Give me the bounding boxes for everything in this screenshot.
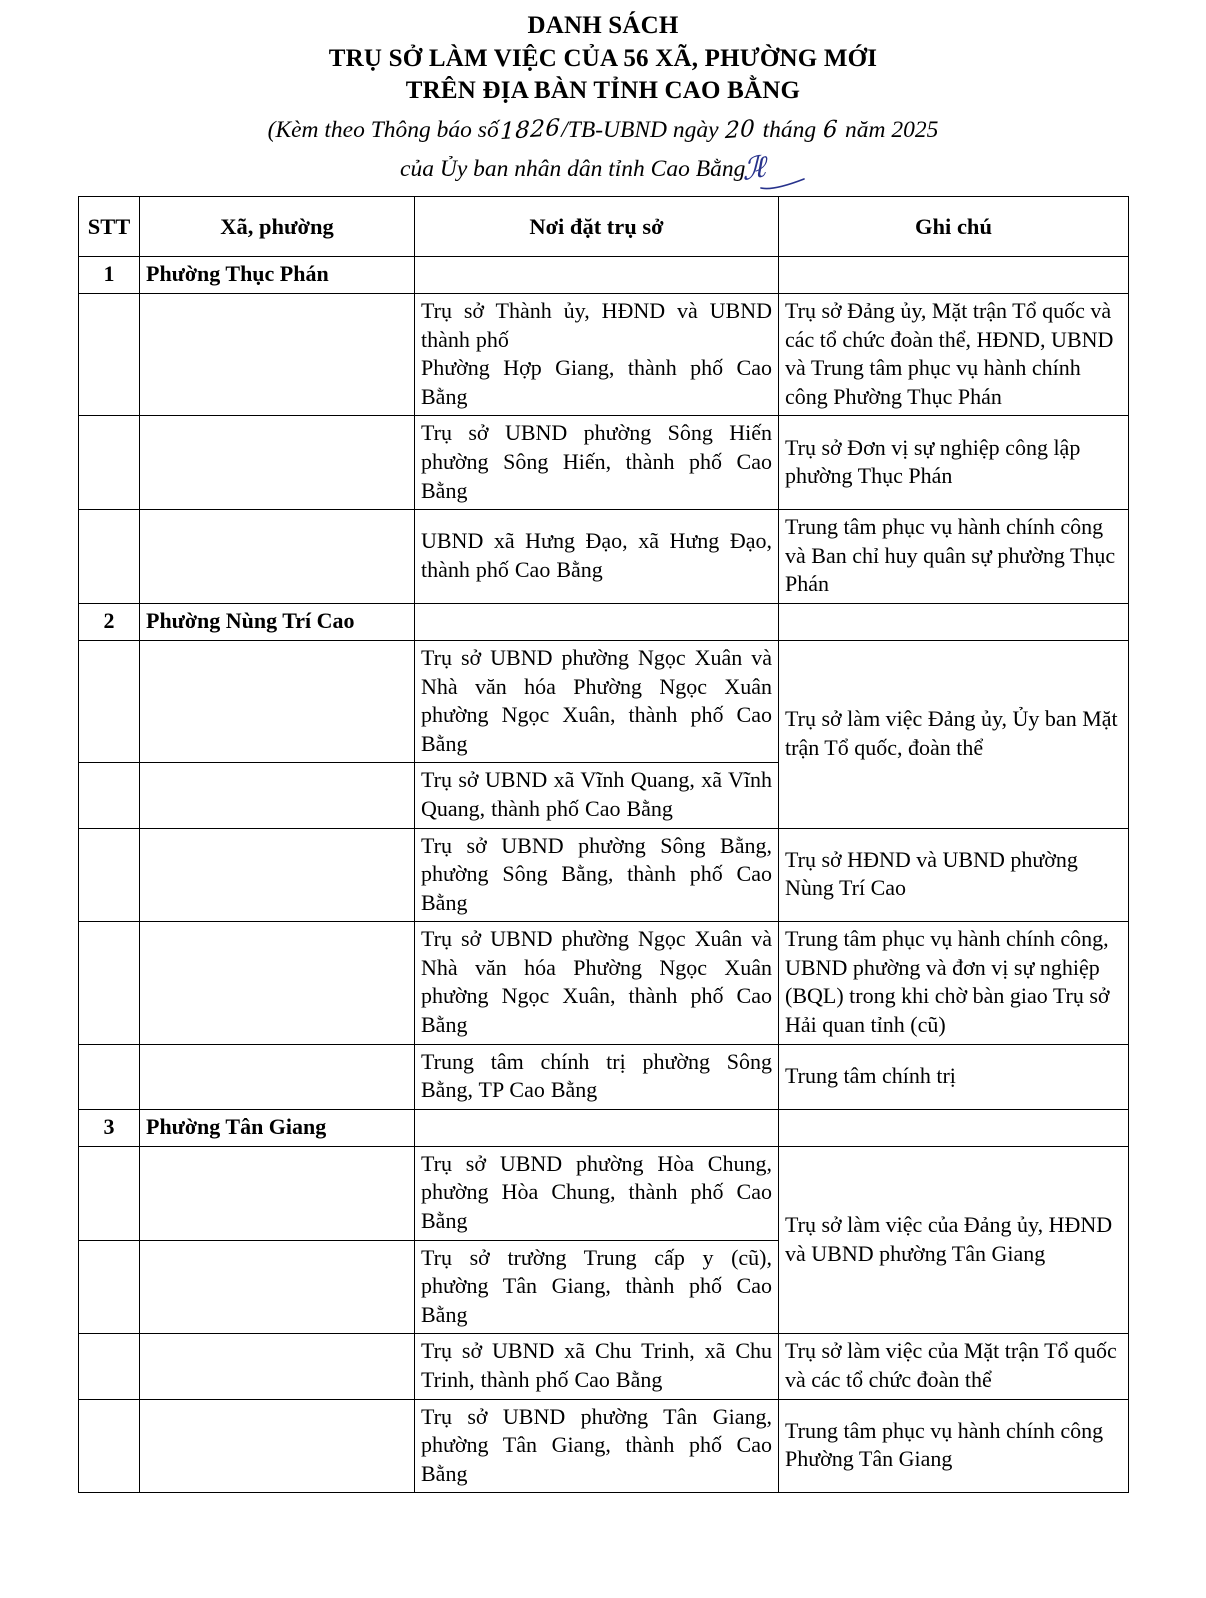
table-row bbox=[79, 1146, 1129, 1240]
facilities-table-wrapper bbox=[78, 196, 1128, 1493]
table-row bbox=[79, 640, 1129, 762]
row-stt-cell bbox=[79, 1146, 140, 1240]
handwritten-document-number: 1826 bbox=[499, 114, 561, 145]
row-location-cell: Trụ sở trường Trung cấp y (cũ), phường Tân Giang, thành phố Cao Bằng bbox=[415, 1240, 779, 1334]
column-header-ghi-chu: Ghi chú bbox=[779, 197, 1129, 257]
table-row bbox=[79, 922, 1129, 1044]
row-stt-cell bbox=[79, 1044, 140, 1109]
row-ward-cell bbox=[140, 1334, 415, 1399]
table-row bbox=[79, 416, 1129, 510]
row-ward-cell bbox=[140, 1240, 415, 1334]
row-location-cell: UBND xã Hưng Đạo, xã Hưng Đạo, thành phố Cao Bằng bbox=[415, 510, 779, 604]
subtitle-year: 2025 bbox=[891, 116, 939, 143]
row-note-cell: Trụ sở làm việc của Mặt trận Tổ quốc và các tổ chức đoàn thể bbox=[779, 1334, 1129, 1399]
row-location-cell: Trụ sở UBND xã Vĩnh Quang, xã Vĩnh Quang, thành phố Cao Bằng bbox=[415, 763, 779, 828]
row-stt-cell bbox=[79, 510, 140, 604]
row-ward-cell bbox=[140, 294, 415, 416]
facilities-table bbox=[78, 196, 1129, 1493]
row-stt-cell bbox=[79, 640, 140, 762]
row-location-cell: Trụ sở UBND phường Sông Bằng, phường Sông Bằng, thành phố Cao Bằng bbox=[415, 828, 779, 922]
group-empty-note-cell bbox=[779, 603, 1129, 640]
subtitle-mid-3: năm bbox=[845, 116, 886, 143]
subtitle-line-1 bbox=[0, 114, 1206, 147]
row-ward-cell bbox=[140, 1044, 415, 1109]
page-title-line-1: DANH SÁCH bbox=[527, 12, 679, 39]
row-ward-cell bbox=[140, 922, 415, 1044]
column-header-xa-phuong: Xã, phường bbox=[140, 197, 415, 257]
table-row bbox=[79, 510, 1129, 604]
table-body bbox=[79, 257, 1129, 1493]
group-ward-name: Phường Nùng Trí Cao bbox=[140, 603, 415, 640]
row-location-cell: Trụ sở UBND phường Ngọc Xuân và Nhà văn hóa Phường Ngọc Xuân phường Ngọc Xuân, thành phố Cao Bằng bbox=[415, 922, 779, 1044]
row-note-cell: Trung tâm phục vụ hành chính công, UBND phường và đơn vị sự nghiệp (BQL) trong khi chờ bàn giao Trụ sở Hải quan tỉnh (cũ) bbox=[779, 922, 1129, 1044]
subtitle-issuer: của Ủy ban nhân dân tỉnh Cao Bằng bbox=[400, 156, 746, 183]
table-row bbox=[79, 1334, 1129, 1399]
row-location-cell: Trụ sở UBND phường Hòa Chung, phường Hòa Chung, thành phố Cao Bằng bbox=[415, 1146, 779, 1240]
row-location-cell: Trụ sở UBND phường Tân Giang, phường Tân Giang, thành phố Cao Bằng bbox=[415, 1399, 779, 1493]
row-stt-cell bbox=[79, 828, 140, 922]
subtitle-mid-1: /TB-UBND ngày bbox=[561, 116, 719, 143]
row-stt-cell bbox=[79, 1399, 140, 1493]
row-stt-cell bbox=[79, 763, 140, 828]
row-ward-cell bbox=[140, 510, 415, 604]
row-ward-cell bbox=[140, 640, 415, 762]
group-ward-name: Phường Tân Giang bbox=[140, 1109, 415, 1146]
row-stt-cell bbox=[79, 416, 140, 510]
group-stt: 1 bbox=[79, 257, 140, 294]
row-location-cell: Trụ sở UBND phường Sông Hiến phường Sông Hiến, thành phố Cao Bằng bbox=[415, 416, 779, 510]
table-row bbox=[79, 828, 1129, 922]
row-ward-cell bbox=[140, 416, 415, 510]
row-location-cell: Trụ sở Thành ủy, HĐND và UBND thành phố Phường Hợp Giang, thành phố Cao Bằng bbox=[415, 294, 779, 416]
group-stt: 2 bbox=[79, 603, 140, 640]
signature-flourish-icon bbox=[760, 168, 806, 182]
row-ward-cell bbox=[140, 1146, 415, 1240]
page-title-line-2: TRỤ SỞ LÀM VIỆC CỦA 56 XÃ, PHƯỜNG MỚI bbox=[328, 44, 878, 72]
row-stt-cell bbox=[79, 1240, 140, 1334]
table-row bbox=[79, 1399, 1129, 1493]
row-stt-cell bbox=[79, 1334, 140, 1399]
table-group-row bbox=[79, 1109, 1129, 1146]
subtitle-prefix: (Kèm theo Thông báo số bbox=[267, 116, 499, 143]
handwritten-month: 6 bbox=[822, 115, 839, 144]
group-empty-location-cell bbox=[415, 603, 779, 640]
table-header bbox=[79, 197, 1129, 257]
row-stt-cell bbox=[79, 294, 140, 416]
row-note-cell: Trụ sở Đảng ủy, Mặt trận Tổ quốc và các tổ chức đoàn thể, HĐND, UBND và Trung tâm phục vụ hành chính công Phường Thục Phán bbox=[779, 294, 1129, 416]
table-header-row bbox=[79, 197, 1129, 257]
row-note-cell: Trụ sở làm việc của Đảng ủy, HĐND và UBND phường Tân Giang bbox=[779, 1146, 1129, 1334]
group-ward-name: Phường Thục Phán bbox=[140, 257, 415, 294]
group-empty-location-cell bbox=[415, 1109, 779, 1146]
row-note-cell: Trung tâm chính trị bbox=[779, 1044, 1129, 1109]
table-group-row bbox=[79, 603, 1129, 640]
table-row bbox=[79, 294, 1129, 416]
row-ward-cell bbox=[140, 828, 415, 922]
group-empty-note-cell bbox=[779, 257, 1129, 294]
row-location-cell: Trụ sở UBND xã Chu Trinh, xã Chu Trinh, thành phố Cao Bằng bbox=[415, 1334, 779, 1399]
column-header-noi-dat-tru-so: Nơi đặt trụ sở bbox=[415, 197, 779, 257]
row-note-cell: Trụ sở Đơn vị sự nghiệp công lập phường Thục Phán bbox=[779, 416, 1129, 510]
row-note-cell: Trung tâm phục vụ hành chính công Phường Tân Giang bbox=[779, 1399, 1129, 1493]
row-ward-cell bbox=[140, 1399, 415, 1493]
page-title-line-3: TRÊN ĐỊA BÀN TỈNH CAO BẰNG bbox=[405, 77, 801, 104]
group-empty-location-cell bbox=[415, 257, 779, 294]
row-location-cell: Trụ sở UBND phường Ngọc Xuân và Nhà văn hóa Phường Ngọc Xuân phường Ngọc Xuân, thành phố Cao Bằng bbox=[415, 640, 779, 762]
row-ward-cell bbox=[140, 763, 415, 828]
subtitle-mid-2: tháng bbox=[762, 116, 817, 143]
signature-mark: ℐℓ bbox=[743, 149, 767, 189]
row-note-cell: Trụ sở làm việc Đảng ủy, Ủy ban Mặt trận Tổ quốc, đoàn thể bbox=[779, 640, 1129, 828]
table-group-row bbox=[79, 257, 1129, 294]
subtitle-line-2 bbox=[0, 146, 1206, 187]
row-note-cell: Trụ sở HĐND và UBND phường Nùng Trí Cao bbox=[779, 828, 1129, 922]
column-header-stt: STT bbox=[79, 197, 140, 257]
row-note-cell: Trung tâm phục vụ hành chính công và Ban chỉ huy quân sự phường Thục Phán bbox=[779, 510, 1129, 604]
table-row bbox=[79, 1044, 1129, 1109]
group-empty-note-cell bbox=[779, 1109, 1129, 1146]
group-stt: 3 bbox=[79, 1109, 140, 1146]
title-block bbox=[0, 0, 1206, 188]
row-stt-cell bbox=[79, 922, 140, 1044]
row-location-cell: Trung tâm chính trị phường Sông Bằng, TP Cao Bằng bbox=[415, 1044, 779, 1109]
handwritten-day: 20 bbox=[725, 115, 757, 144]
